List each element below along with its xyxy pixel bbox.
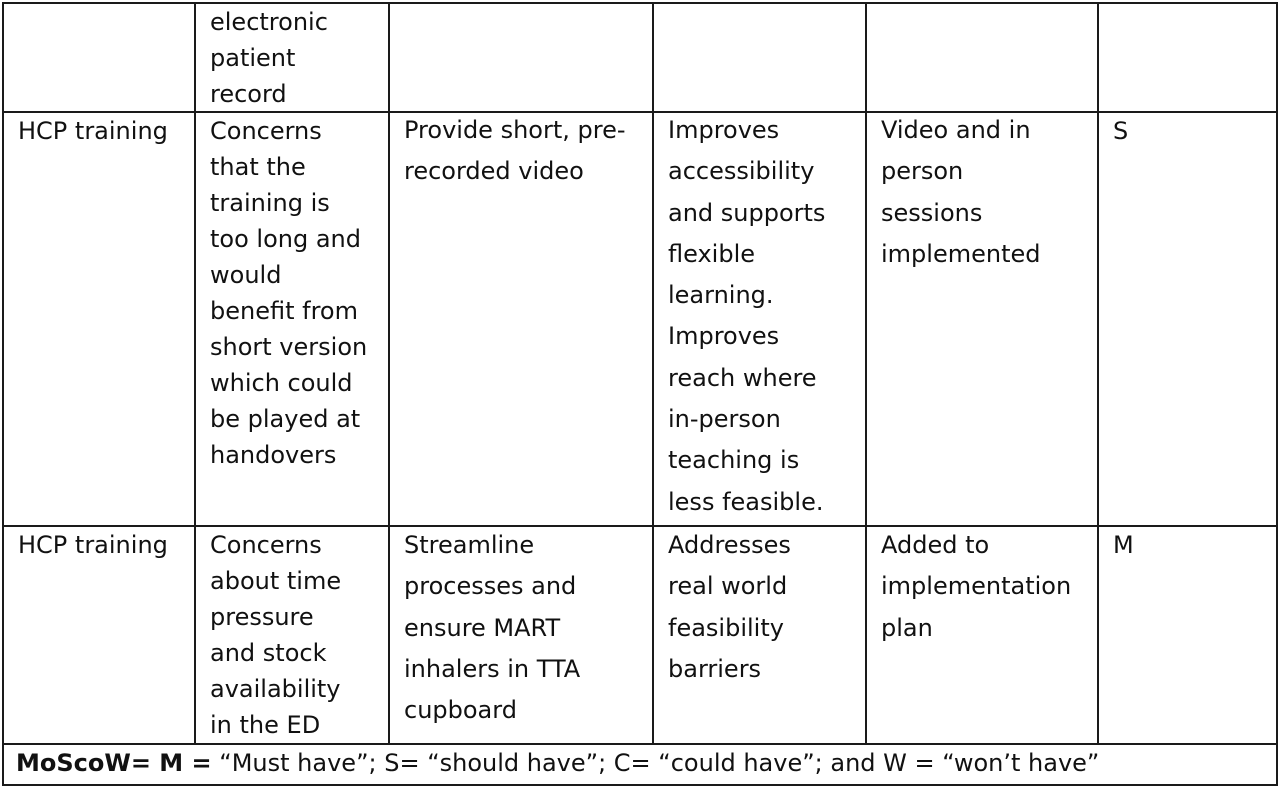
table-cell-action: Streamline processes and ensure MART inhalers in TTA cupboard — [404, 531, 581, 725]
table-right-border — [1276, 2, 1278, 786]
column-divider — [652, 2, 654, 745]
column-divider — [194, 2, 196, 745]
table-cell-rationale — [668, 4, 862, 110]
table-cell-rationale: Addresses real world feasibility barriers — [668, 531, 791, 683]
moscow-legend — [16, 746, 1099, 780]
table-cell-concern: Concerns about time pressure and stock availability in the ED — [210, 531, 342, 739]
table-left-border — [2, 2, 4, 786]
table-cell-concern: Concerns that the training is too long and would benefit from short version which could be played at handovers — [210, 117, 368, 469]
table-cell-outcome: Video and in person sessions implemented — [881, 116, 1041, 268]
column-divider — [865, 2, 867, 745]
table-cell-area: HCP training — [18, 531, 168, 559]
moscow-legend-bold: MoScoW= M = — [16, 749, 212, 777]
moscow-table — [2, 2, 1278, 786]
column-divider — [388, 2, 390, 745]
table-cell-concern: electronic patient record — [210, 8, 328, 108]
table-cell-area — [18, 4, 190, 110]
table-cell-rationale: Improves accessibility and supports flexible learning. Improves reach where in-person teaching is less feasible. — [668, 116, 826, 516]
table-cell-priority: M — [1113, 531, 1134, 559]
table-bottom-border — [2, 784, 1278, 786]
table-cell-outcome: Added to implementation plan — [881, 531, 1072, 642]
table-cell-area: HCP training — [18, 117, 168, 145]
table-cell-priority — [1113, 4, 1273, 110]
table-cell-action: Provide short, pre- recorded video — [404, 116, 626, 186]
column-divider — [1097, 2, 1099, 745]
moscow-legend-text: “Must have”; S= “should have”; C= “could have”; and W = “won’t have” — [211, 749, 1100, 777]
table-cell-action — [404, 4, 648, 110]
table-cell-outcome — [881, 4, 1095, 110]
table-cell-priority: S — [1113, 117, 1129, 145]
